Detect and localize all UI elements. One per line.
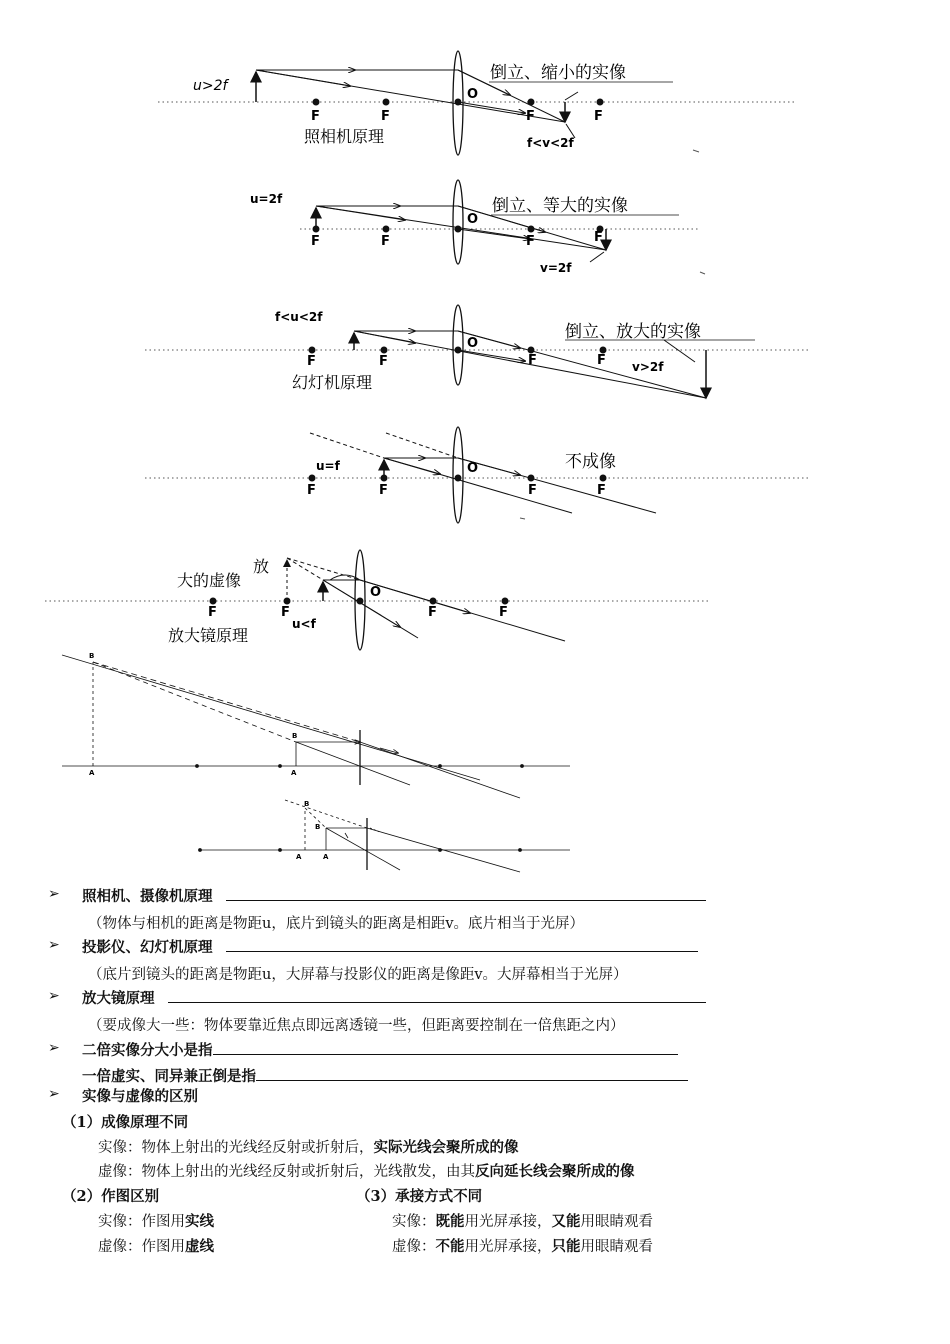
svg-text:B: B	[304, 800, 310, 808]
svg-text:F: F	[281, 605, 290, 620]
fill-blank-2[interactable]	[226, 937, 698, 952]
projector-image-range: v>2f	[632, 360, 664, 374]
svg-text:F: F	[307, 354, 316, 369]
svg-text:A: A	[291, 769, 297, 777]
svg-text:F: F	[597, 483, 606, 498]
diagram-magnifier	[45, 550, 708, 650]
magnifier-image-desc-1: 放	[253, 557, 270, 576]
single-focal-heading: 一倍虚实、同异兼正倒是指	[82, 1068, 256, 1085]
svg-text:F: F	[307, 483, 316, 498]
real-vs-virtual-heading: 实像与虚像的区别	[82, 1088, 198, 1105]
svg-text:F: F	[594, 109, 603, 124]
svg-text:F: F	[499, 605, 508, 620]
magnifier-condition: u<f	[292, 617, 316, 631]
svg-text:F: F	[381, 109, 390, 124]
camera-principle-label: 照相机原理	[304, 127, 385, 146]
bullet-arrow-icon: ➢	[48, 988, 60, 1004]
equal-image-desc: 倒立、等大的实像	[492, 196, 628, 216]
svg-text:A: A	[296, 853, 302, 861]
fill-blank-3[interactable]	[168, 988, 706, 1003]
svg-text:O: O	[467, 336, 479, 351]
svg-text:F: F	[526, 234, 535, 249]
svg-text:F: F	[597, 353, 606, 368]
svg-text:F: F	[528, 353, 537, 368]
focal-image-desc: 不成像	[565, 452, 616, 472]
projector-principle-label: 幻灯机原理	[292, 373, 373, 392]
svg-text:O: O	[467, 87, 479, 102]
svg-text:B: B	[89, 652, 95, 660]
svg-text:B: B	[292, 732, 298, 740]
projector-note: （底片到镜头的距离是物距u，大屏幕与投影仪的距离是像距v。大屏幕相当于光屏）	[88, 967, 628, 983]
diagram-projector	[145, 305, 808, 398]
diagram-virtual-small	[199, 800, 571, 872]
svg-text:F: F	[379, 483, 388, 498]
svg-text:B: B	[315, 823, 321, 831]
svg-text:A: A	[323, 853, 329, 861]
bullet-arrow-icon: ➢	[48, 1086, 60, 1102]
svg-text:F: F	[528, 483, 537, 498]
convex-lens	[453, 180, 463, 264]
section-3-heading: （3）承接方式不同	[356, 1188, 483, 1205]
magnifier-principle-heading: 放大镜原理	[82, 990, 155, 1007]
svg-text:F: F	[381, 234, 390, 249]
svg-text:F: F	[594, 230, 603, 245]
diagram-virtual-large	[62, 655, 570, 798]
svg-text:O: O	[370, 585, 382, 600]
projector-image-desc: 倒立、放大的实像	[565, 322, 701, 342]
section-2-heading: （2）作图区别	[62, 1188, 160, 1205]
equal-image-range: v=2f	[540, 261, 572, 275]
magnifier-principle-label: 放大镜原理	[168, 626, 249, 645]
fill-blank-1[interactable]	[226, 886, 706, 901]
svg-text:O: O	[467, 461, 479, 476]
svg-text:F: F	[208, 605, 217, 620]
bullet-arrow-icon: ➢	[48, 1040, 60, 1056]
magnifier-note: （要成像大一些：物体要靠近焦点即远离透镜一些，但距离要控制在一倍焦距之内）	[88, 1018, 625, 1034]
camera-image-range: f<v<2f	[527, 136, 574, 150]
svg-text:F: F	[428, 605, 437, 620]
camera-image-desc: 倒立、缩小的实像	[490, 63, 626, 83]
focal-condition: u=f	[316, 459, 340, 473]
projector-principle-heading: 投影仪、幻灯机原理	[82, 939, 213, 956]
svg-text:F: F	[379, 354, 388, 369]
convex-lens	[453, 305, 463, 385]
magnifier-image-desc-2: 大的虚像	[177, 571, 242, 590]
equal-condition: u=2f	[250, 192, 283, 206]
projector-condition: f<u<2f	[275, 310, 323, 324]
bullet-arrow-icon: ➢	[48, 886, 60, 902]
svg-text:F: F	[311, 234, 320, 249]
bullet-arrow-icon: ➢	[48, 937, 60, 953]
diagram-camera	[158, 51, 795, 155]
fill-blank-5[interactable]	[256, 1066, 688, 1081]
svg-text:O: O	[467, 212, 479, 227]
camera-note: （物体与相机的距离是物距u，底片到镜头的距离是相距v。底片相当于光屏）	[88, 916, 585, 932]
svg-text:A: A	[89, 769, 95, 777]
diagram-equal	[300, 180, 705, 274]
fill-blank-4[interactable]	[213, 1040, 678, 1055]
svg-text:F: F	[526, 109, 535, 124]
camera-principle-heading: 照相机、摄像机原理	[82, 888, 213, 905]
double-focal-heading: 二倍实像分大小是指	[82, 1042, 213, 1059]
section-1-heading: （1）成像原理不同	[62, 1114, 189, 1131]
camera-condition: u>2f	[193, 78, 228, 94]
svg-text:F: F	[311, 109, 320, 124]
